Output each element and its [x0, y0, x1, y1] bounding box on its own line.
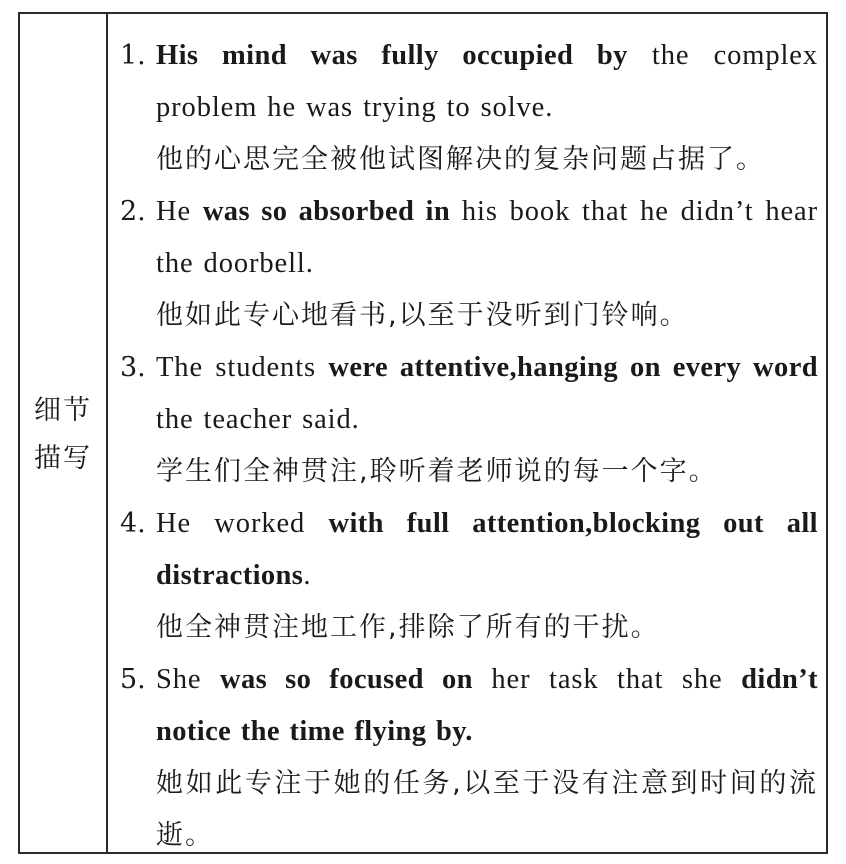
- plain-text: the complex problem he was trying to solve.: [156, 40, 819, 123]
- english-sentence: [156, 498, 818, 602]
- chinese-translation: 学生们全神贯注,聆听着老师说的每一个字。: [156, 456, 718, 487]
- plain-text: his book that he didn’t hear the doorbell.: [156, 196, 818, 279]
- english-sentence: [156, 30, 818, 134]
- english-sentence: [156, 342, 818, 446]
- bold-phrase: with full attention,blocking out all distractions: [156, 508, 818, 591]
- plain-text: He worked: [156, 508, 329, 539]
- category-label-line: 描写: [34, 443, 92, 474]
- example-entry: [120, 342, 818, 498]
- bold-phrase: was so focused on: [219, 664, 473, 695]
- plain-text: He: [156, 196, 203, 227]
- plain-text: .: [303, 560, 312, 591]
- plain-text: her task that she: [472, 664, 742, 695]
- chinese-translation: 她如此专注于她的任务,以至于没有注意到时间的流逝。: [156, 768, 818, 851]
- vocabulary-table: [18, 12, 828, 854]
- entry-number: 3.: [120, 352, 146, 383]
- category-label: [34, 387, 92, 483]
- plain-text: She: [156, 664, 220, 695]
- entry-number: 5.: [120, 664, 146, 695]
- example-entry: [120, 30, 818, 186]
- entry-number: 2.: [120, 196, 146, 227]
- entry-number: 4.: [120, 508, 146, 539]
- chinese-translation: 他的心思完全被他试图解决的复杂问题占据了。: [156, 144, 765, 175]
- english-sentence: [156, 186, 818, 290]
- plain-text: the teacher said.: [156, 404, 360, 435]
- example-sentences: [108, 14, 826, 852]
- example-entry: [120, 186, 818, 342]
- chinese-translation: 他如此专心地看书,以至于没听到门铃响。: [156, 300, 689, 331]
- bold-phrase: were attentive,hanging on every word: [328, 352, 818, 383]
- example-entry: [120, 654, 818, 852]
- chinese-translation: 他全神贯注地工作,排除了所有的干扰。: [156, 612, 660, 643]
- entry-number: 1.: [120, 40, 146, 71]
- bold-phrase: His mind was fully occupied by: [156, 40, 628, 71]
- plain-text: The students: [156, 352, 329, 383]
- english-sentence: [156, 654, 818, 758]
- bold-phrase: was so absorbed in: [202, 196, 451, 227]
- example-entry: [120, 498, 818, 654]
- category-label-line: 细节: [34, 395, 92, 426]
- bold-phrase: didn’t notice the time flying by.: [156, 664, 818, 747]
- category-cell: [20, 14, 108, 852]
